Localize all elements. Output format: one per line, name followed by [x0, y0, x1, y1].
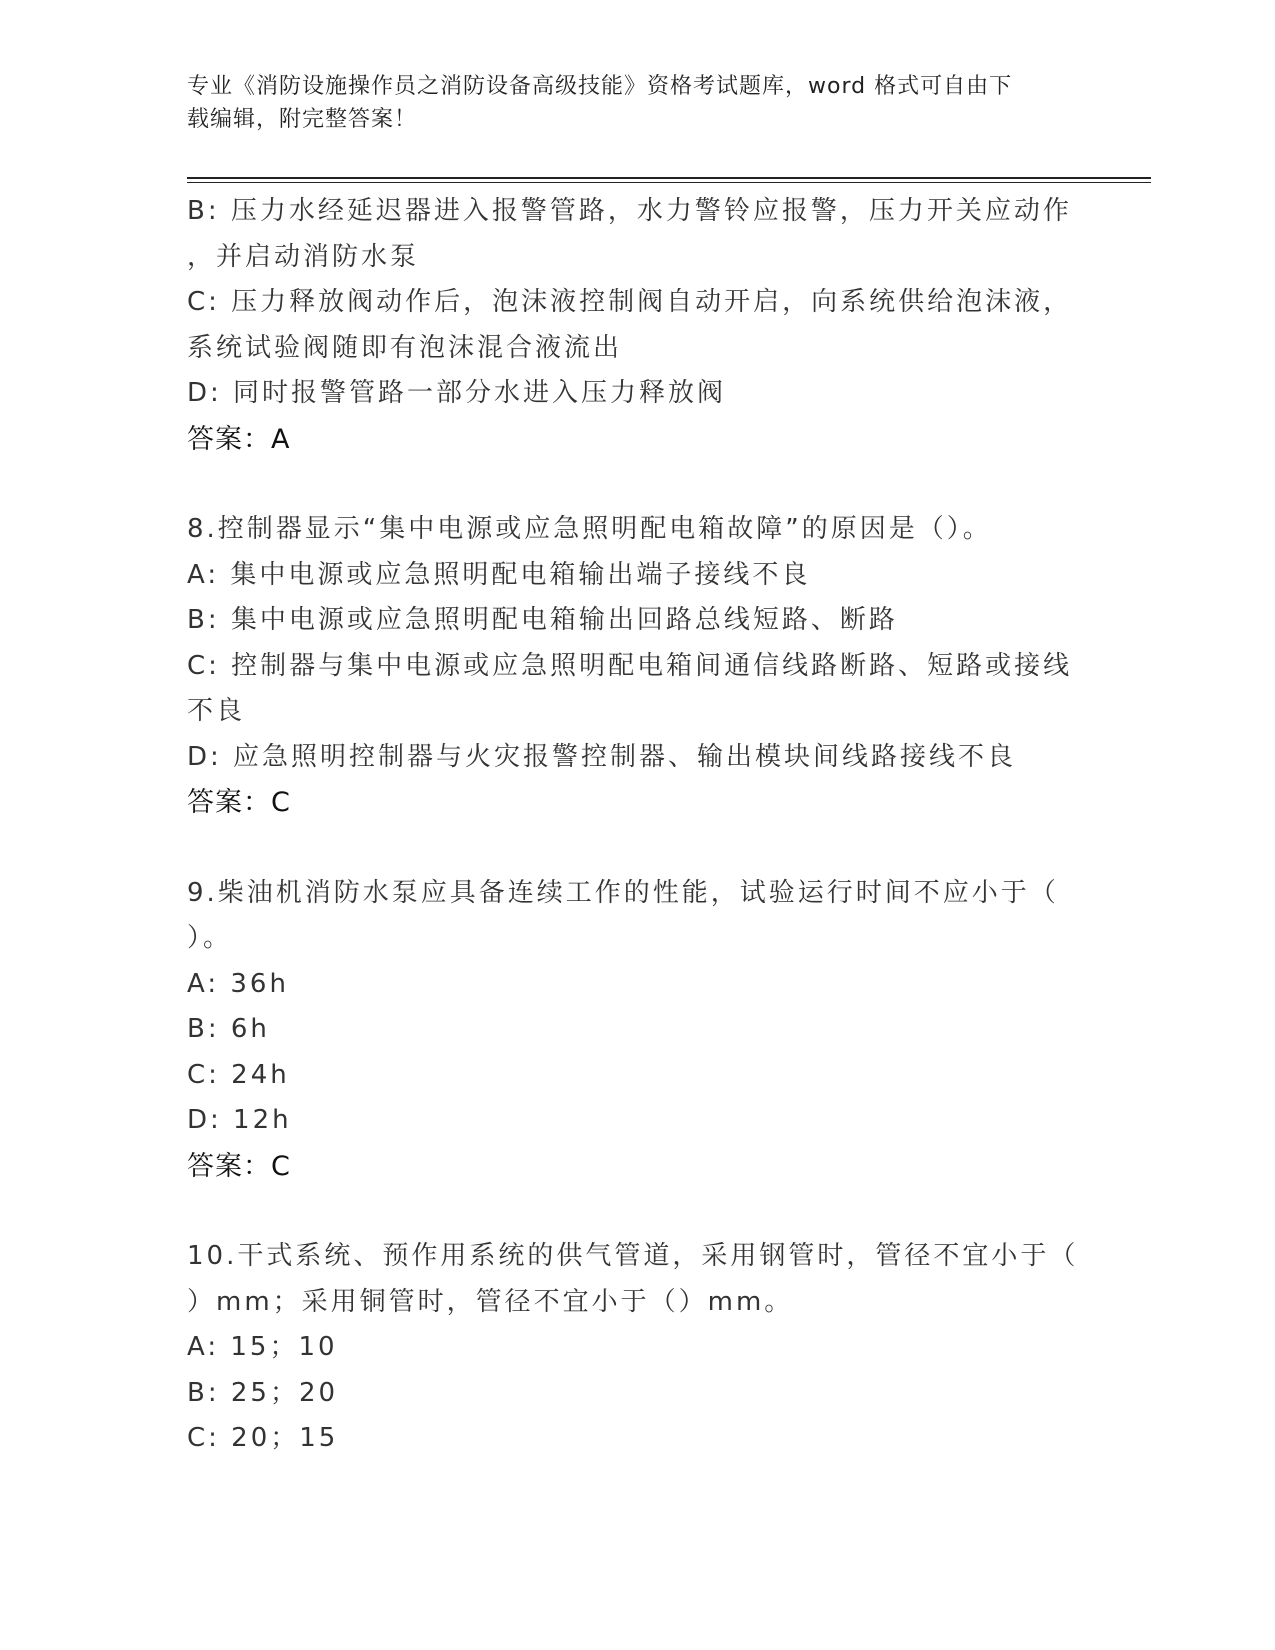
option-a: A: 集中电源或应急照明配电箱输出端子接线不良 [187, 559, 811, 590]
question-7 [187, 189, 1077, 462]
option-b: B: 集中电源或应急照明配电箱输出回路总线短路、断路 [187, 605, 898, 635]
option-c-line-2: 系统试验阀随即有泡沫混合液流出 [187, 332, 623, 363]
option-c: C: 24h [187, 1059, 290, 1090]
question-stem-line-1: 10.干式系统、预作用系统的供气管道，采用钢管时，管径不宜小于（ [187, 1241, 1079, 1271]
option-c-line-2: 不良 [187, 696, 246, 726]
header-divider-thin [187, 182, 1151, 183]
answer: 答案：C [187, 787, 291, 818]
question-stem-line-2: ）。 [187, 923, 233, 953]
option-c-line-1: C: 压力释放阀动作后，泡沫液控制阀自动开启，向系统供给泡沫液， [187, 287, 1073, 317]
option-b: B: 25；20 [187, 1377, 339, 1408]
question-10 [187, 1234, 1077, 1462]
header-line-1: 专业《消防设施操作员之消防设备高级技能》资格考试题库，word 格式可自由下 [187, 74, 1013, 99]
option-c: C: 20；15 [187, 1423, 339, 1453]
answer: 答案：A [187, 423, 291, 455]
question-stem: 8.控制器显示“集中电源或应急照明配电箱故障”的原因是（）。 [187, 514, 992, 544]
spacer [187, 462, 1077, 507]
option-d: D: 应急照明控制器与火灾报警控制器、输出模块间线路接线不良 [187, 741, 1017, 772]
header-divider-thick [187, 177, 1151, 179]
document-header [187, 70, 1087, 136]
option-b: B: 6h [187, 1014, 270, 1044]
question-8 [187, 507, 1077, 826]
question-stem-line-1: 9.柴油机消防水泵应具备连续工作的性能，试验运行时间不应小于（ [187, 877, 1059, 908]
question-list [187, 189, 1077, 1462]
answer: 答案：C [187, 1150, 291, 1182]
option-b-line-1: B: 压力水经延迟器进入报警管路，水力警铃应报警，压力开关应动作 [187, 196, 1072, 226]
spacer [187, 1189, 1077, 1234]
question-stem-line-2: ）mm；采用铜管时，管径不宜小于（）mm。 [187, 1286, 794, 1317]
option-d: D: 12h [187, 1105, 292, 1135]
question-9 [187, 871, 1077, 1190]
option-a: A: 36h [187, 968, 289, 999]
header-line-2: 载编辑，附完整答案！ [187, 107, 418, 132]
option-c-line-1: C: 控制器与集中电源或应急照明配电箱间通信线路断路、短路或接线 [187, 650, 1073, 681]
option-a: A: 15；10 [187, 1332, 338, 1362]
spacer [187, 826, 1077, 871]
option-d: D: 同时报警管路一部分水进入压力释放阀 [187, 378, 727, 408]
option-b-line-2: ，并启动消防水泵 [187, 241, 420, 272]
